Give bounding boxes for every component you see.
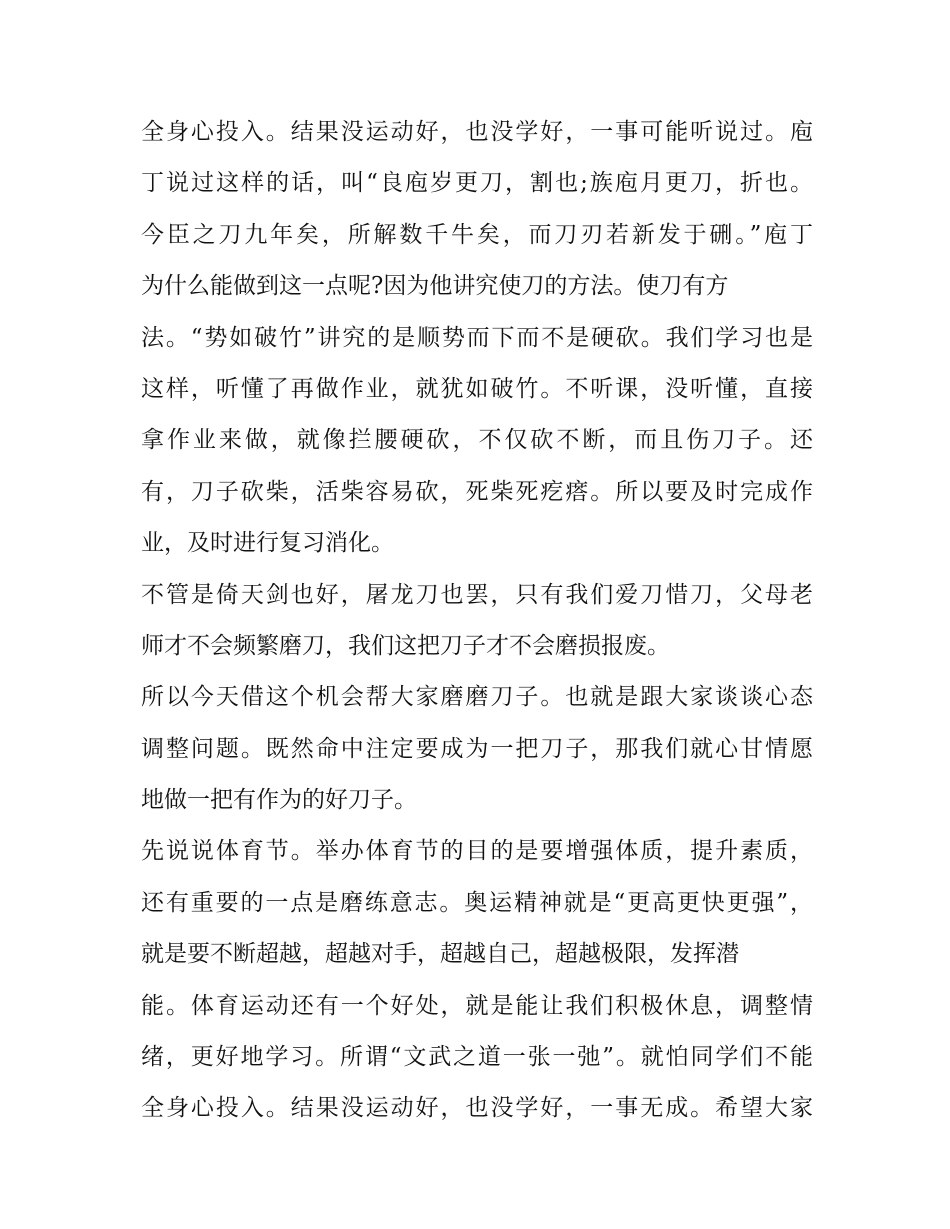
text-line: 还有重要的一点是磨练意志。奥运精神就是“更高更快更强”， — [141, 889, 813, 916]
text-line: 调整问题。既然命中注定要成为一把刀子，那我们就心甘情愿 — [141, 735, 813, 762]
text-line: 地做一把有作为的好刀子。 — [141, 787, 417, 814]
text-line: 拿作业来做，就像拦腰硬砍，不仅砍不断，而且伤刀子。还 — [141, 427, 813, 454]
body-text — [141, 107, 813, 1135]
text-line: 丁说过这样的话，叫“良庖岁更刀，割也;族庖月更刀，折也。 — [141, 170, 813, 197]
text-line: 所以今天借这个机会帮大家磨磨刀子。也就是跟大家谈谈心态 — [141, 684, 813, 711]
text-line: 全身心投入。结果没运动好，也没学好，一事可能听说过。庖 — [141, 119, 813, 145]
text-line: 有，刀子砍柴，活柴容易砍，死柴死疙瘩。所以要及时完成作 — [141, 478, 813, 505]
text-line: 为什么能做到这一点呢?因为他讲究使刀的方法。使刀有方 — [141, 273, 729, 300]
text-line: 就是要不断超越，超越对手，超越自己，超越极限，发挥潜 — [141, 941, 739, 968]
text-line: 业，及时进行复习消化。 — [141, 530, 394, 557]
text-line: 全身心投入。结果没运动好，也没学好，一事无成。希望大家 — [141, 1095, 813, 1122]
text-line: 先说说体育节。举办体育节的目的是要增强体质，提升素质， — [141, 838, 813, 865]
text-line: 师才不会频繁磨刀，我们这把刀子才不会磨损报废。 — [141, 632, 670, 659]
text-line: 今臣之刀九年矣，所解数千牛矣，而刀刃若新发于硎。”庖丁 — [141, 221, 813, 248]
text-line: 这样，听懂了再做作业，就犹如破竹。不听课，没听懂，直接 — [141, 375, 813, 402]
text-line: 不管是倚天剑也好，屠龙刀也罢，只有我们爱刀惜刀，父母老 — [141, 581, 813, 608]
text-line: 法。“势如破竹”讲究的是顺势而下而不是硬砍。我们学习也是 — [141, 324, 813, 351]
text-line: 能。体育运动还有一个好处，就是能让我们积极休息，调整情 — [141, 992, 813, 1019]
text-line: 绪，更好地学习。所谓“文武之道一张一弛”。就怕同学们不能 — [141, 1044, 813, 1071]
